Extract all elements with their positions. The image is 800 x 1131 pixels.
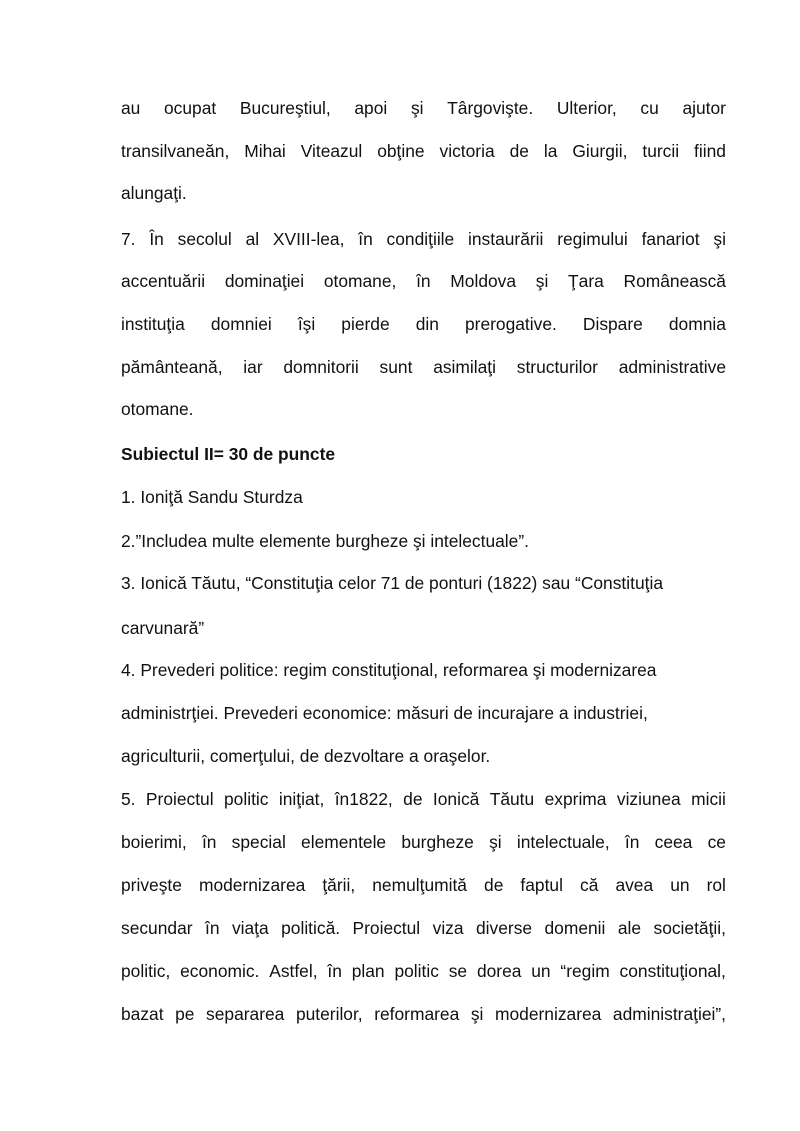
text-line-5: accentuării dominaţiei otomane, în Moldova şi Ţara Românească [121,271,726,291]
text-line-7: pământeană, iar domnitorii sunt asimilaţi structurilor administrative [121,357,726,377]
text-line-21: politic, economic. Astfel, în plan politic se dorea un “regim constituţional, [121,961,726,981]
text-line-1: au ocupat Bucureştiul, apoi şi Târgovişte. Ulterior, cu ajutor [121,98,726,118]
text-line-11: 2.”Includea multe elemente burgheze şi intelectuale”. [121,531,529,551]
text-line-17: 5. Proiectul politic iniţiat, în1822, de Ionică Tăutu exprima viziunea micii [121,789,726,809]
text-line-20: secundar în viaţa politică. Proiectul viza diverse domenii ale societăţii, [121,918,726,938]
text-line-18: boierimi, în special elementele burgheze şi intelectuale, în ceea ce [121,832,726,852]
text-line-10: 1. Ioniţă Sandu Sturdza [121,487,303,507]
text-line-14: 4. Prevederi politice: regim constituţional, reformarea şi modernizarea [121,660,657,680]
text-line-2: transilvaneăn, Mihai Viteazul obţine victoria de la Giurgii, turcii fiind [121,141,726,161]
text-line-4: 7. În secolul al XVIII-lea, în condiţiile instaurării regimului fanariot şi [121,229,726,249]
text-line-19: priveşte modernizarea ţării, nemulţumită de faptul că avea un rol [121,875,726,895]
section-heading: Subiectul II= 30 de puncte [121,444,336,464]
text-line-13: carvunară” [121,618,205,638]
text-line-6: instituţia domniei îşi pierde din prerogative. Dispare domnia [121,314,726,334]
text-line-12: 3. Ionică Tăutu, “Constituţia celor 71 de ponturi (1822) sau “Constituţia [121,573,663,593]
text-line-15: administrţiei. Prevederi economice: măsuri de incurajare a industriei, [121,703,648,723]
text-line-3: alungaţi. [121,183,187,203]
text-line-8: otomane. [121,399,194,419]
text-line-16: agriculturii, comerţului, de dezvoltare a oraşelor. [121,746,491,766]
text-line-22: bazat pe separarea puterilor, reformarea şi modernizarea administraţiei”, [121,1004,726,1024]
